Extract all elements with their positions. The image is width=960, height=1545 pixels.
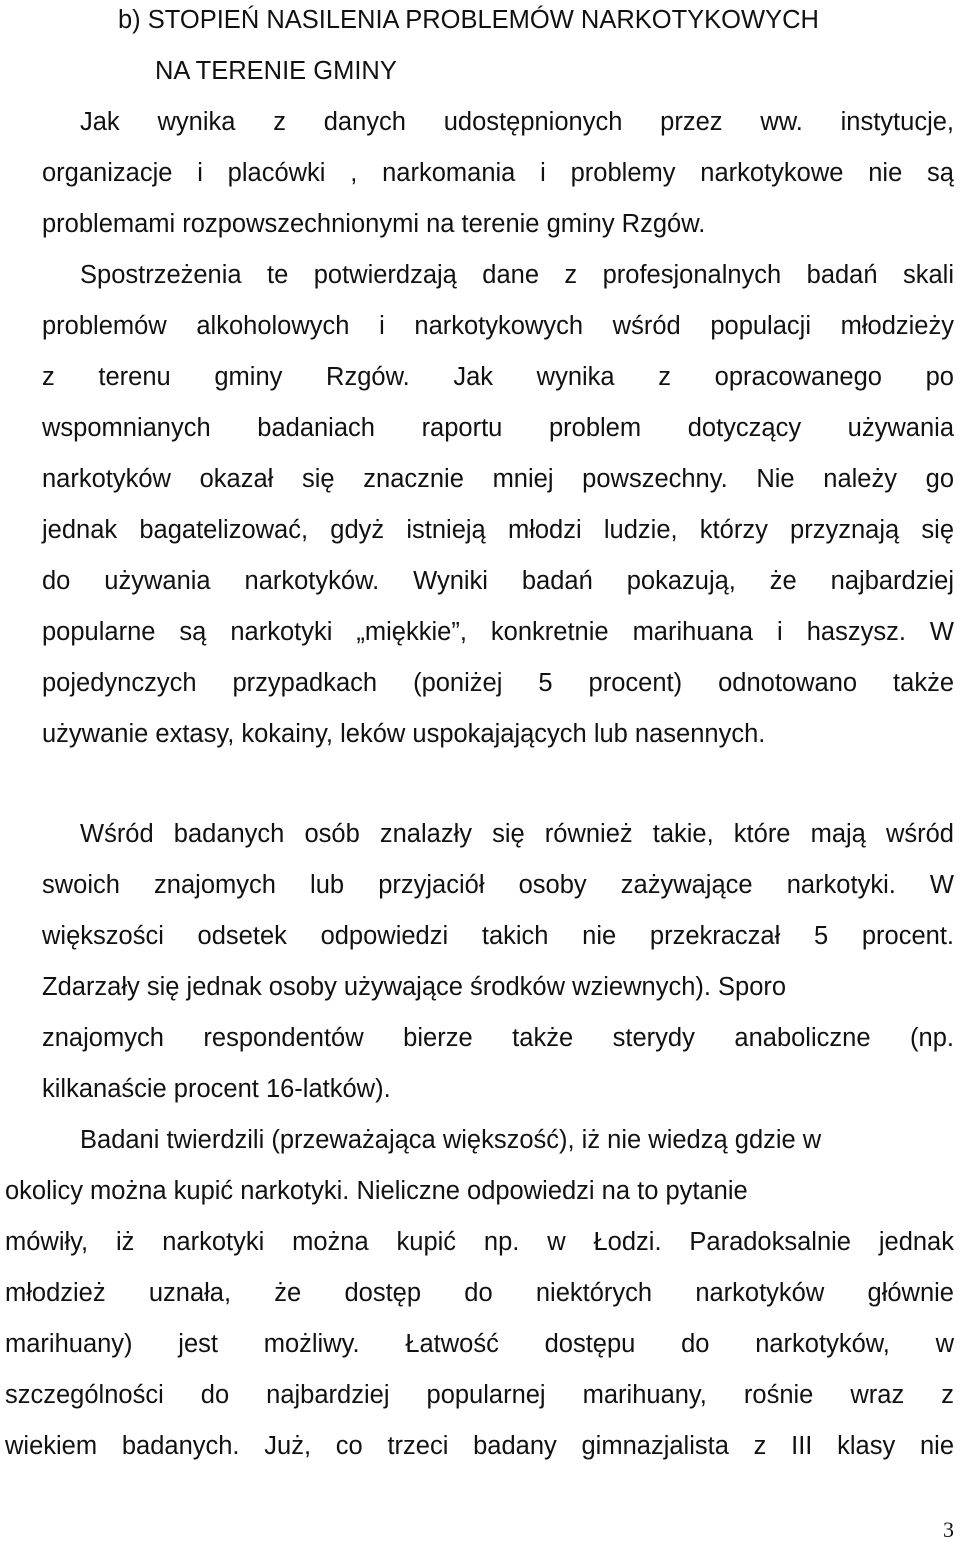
paragraph-3-line: młodzież uznała, że dostęp do niektórych narkotyków głównie <box>5 1279 954 1307</box>
paragraph-1-line: popularne są narkotyki „miękkie”, konkretnie marihuana i haszysz. W <box>42 618 954 646</box>
paragraph-1-line: pojedynczych przypadkach (poniżej 5 procent) odnotowano także <box>42 669 954 697</box>
paragraph-1-line: używanie extasy, kokainy, leków uspokajających lub nasennych. <box>42 720 766 748</box>
paragraph-3-line: wiekiem badanych. Już, co trzeci badany gimnazjalista z III klasy nie <box>5 1432 954 1460</box>
paragraph-2-line: kilkanaście procent 16-latków). <box>42 1075 391 1103</box>
paragraph-1-line: narkotyków okazał się znacznie mniej powszechny. Nie należy go <box>42 465 954 493</box>
paragraph-1-line: Jak wynika z danych udostępnionych przez ww. instytucje, <box>80 108 954 136</box>
page-number: 3 <box>943 1517 954 1542</box>
paragraph-2-line: Zdarzały się jednak osoby używające środków wziewnych). Sporo <box>42 973 787 1001</box>
paragraph-1-line: Spostrzeżenia te potwierdzają dane z profesjonalnych badań skali <box>80 261 954 289</box>
paragraph-1-line: organizacje i placówki , narkomania i problemy narkotykowe nie są <box>42 159 954 187</box>
paragraph-1-line: do używania narkotyków. Wyniki badań pokazują, że najbardziej <box>42 567 954 595</box>
section-heading-line-2: NA TERENIE GMINY <box>155 57 397 85</box>
paragraph-1-line: problemami rozpowszechnionymi na terenie gminy Rzgów. <box>42 210 706 238</box>
paragraph-3-line: okolicy można kupić narkotyki. Nieliczne odpowiedzi na to pytanie <box>5 1177 748 1205</box>
paragraph-1-line: problemów alkoholowych i narkotykowych wśród populacji młodzieży <box>42 312 954 340</box>
paragraph-2-line: znajomych respondentów bierze także sterydy anaboliczne (np. <box>42 1024 954 1052</box>
section-heading-line-1: b) STOPIEŃ NASILENIA PROBLEMÓW NARKOTYKOWYCH <box>118 6 819 34</box>
paragraph-1-line: wspomnianych badaniach raportu problem dotyczący używania <box>42 414 954 442</box>
paragraph-3-line: Badani twierdzili (przeważająca większość), iż nie wiedzą gdzie w <box>80 1126 822 1154</box>
paragraph-1-line: z terenu gminy Rzgów. Jak wynika z opracowanego po <box>42 363 954 391</box>
paragraph-2-line: swoich znajomych lub przyjaciół osoby zażywające narkotyki. W <box>42 871 954 899</box>
paragraph-3-line: marihuany) jest możliwy. Łatwość dostępu do narkotyków, w <box>5 1330 954 1358</box>
paragraph-1-line: jednak bagatelizować, gdyż istnieją młodzi ludzie, którzy przyznają się <box>42 516 954 544</box>
paragraph-3-line: mówiły, iż narkotyki można kupić np. w Łodzi. Paradoksalnie jednak <box>5 1228 954 1256</box>
paragraph-2-line: Wśród badanych osób znalazły się również takie, które mają wśród <box>80 820 954 848</box>
paragraph-3-line: szczególności do najbardziej popularnej marihuany, rośnie wraz z <box>5 1381 954 1409</box>
paragraph-2-line: większości odsetek odpowiedzi takich nie przekraczał 5 procent. <box>42 922 954 950</box>
